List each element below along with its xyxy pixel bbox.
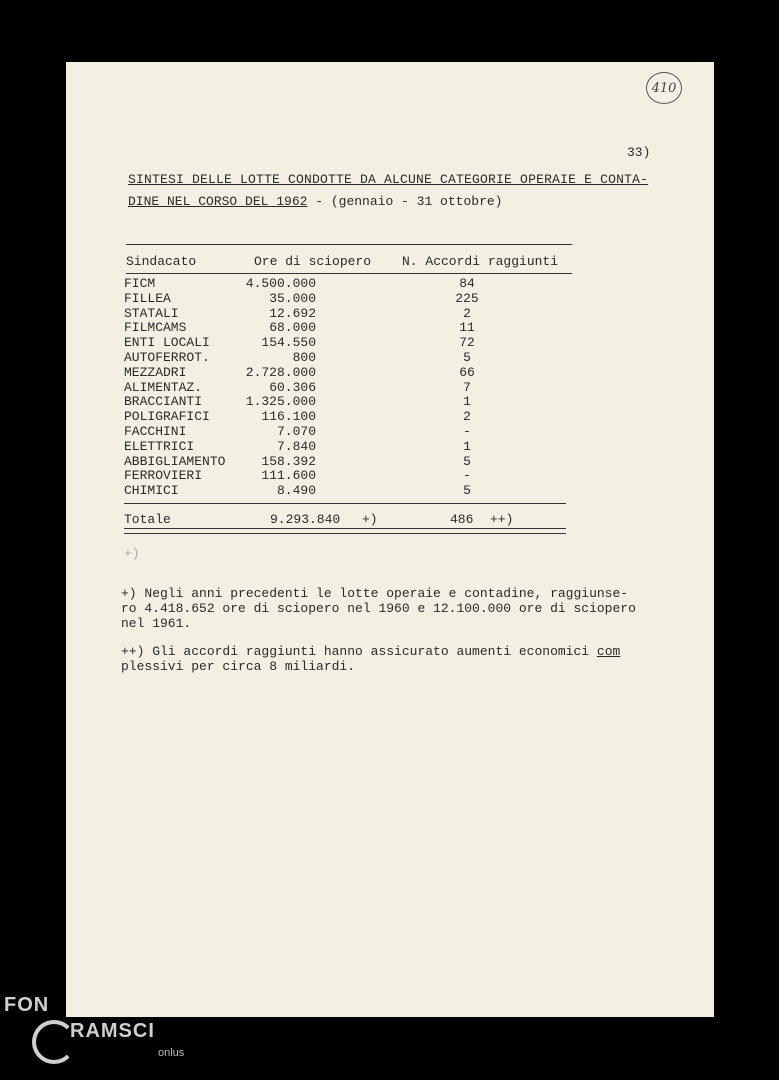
table-row bbox=[124, 483, 584, 498]
footnote-2-line1: ++) Gli accordi raggiunti hanno assicurato aumenti economici bbox=[121, 644, 597, 659]
cell-accordi: 2 bbox=[463, 409, 471, 425]
cell-ore: 8.490 bbox=[276, 483, 316, 499]
table-row bbox=[124, 350, 584, 365]
table-header-rule bbox=[126, 273, 572, 274]
cell-ore: 116.100 bbox=[261, 409, 316, 425]
title-line-2 bbox=[128, 194, 502, 209]
cell-ore: 154.550 bbox=[261, 335, 316, 351]
title-line-1: SINTESI DELLE LOTTE CONDOTTE DA ALCUNE CATEGORIE OPERAIE E CONTA- bbox=[128, 172, 649, 187]
header-ore: Ore di sciopero bbox=[254, 254, 372, 269]
table-row bbox=[124, 320, 584, 335]
header-sindacato: Sindacato bbox=[126, 254, 197, 269]
cell-ore: 68.000 bbox=[269, 320, 316, 336]
cell-accordi: 225 bbox=[455, 290, 479, 306]
cell-ore: 2.728.000 bbox=[245, 364, 316, 380]
cell-sindacato: CHIMICI bbox=[124, 483, 179, 499]
table-row bbox=[124, 335, 584, 350]
document-page bbox=[66, 62, 714, 1017]
table-row bbox=[124, 439, 584, 454]
cell-accordi: 5 bbox=[463, 483, 471, 499]
archive-stamp: 410 bbox=[646, 72, 682, 104]
footnote-2-underlined: com bbox=[596, 644, 621, 659]
cell-accordi: 66 bbox=[459, 364, 475, 380]
table-row bbox=[124, 468, 584, 483]
cell-accordi: 1 bbox=[463, 438, 471, 454]
table-row bbox=[124, 424, 584, 439]
total-accordi-mark: ++) bbox=[490, 512, 514, 527]
watermark-gramsci: RAMSCI bbox=[70, 1020, 155, 1042]
cell-ore: 7.840 bbox=[276, 438, 316, 454]
total-accordi: 486 bbox=[450, 512, 474, 527]
cell-sindacato: STATALI bbox=[124, 305, 179, 321]
cell-accordi: 1 bbox=[463, 394, 471, 410]
table-row bbox=[124, 276, 584, 291]
cell-sindacato: ENTI LOCALI bbox=[124, 335, 210, 351]
cell-accordi: 5 bbox=[463, 350, 471, 365]
table-row bbox=[124, 454, 584, 469]
table-top-rule bbox=[126, 244, 572, 245]
cell-sindacato: ALIMENTAZ. bbox=[124, 379, 203, 395]
fondazione-gramsci-watermark bbox=[0, 992, 200, 1076]
cell-ore: 4.500.000 bbox=[245, 276, 316, 291]
total-label: Totale bbox=[124, 512, 171, 527]
cell-accordi: 5 bbox=[463, 453, 471, 469]
cell-ore: 12.692 bbox=[269, 305, 316, 321]
title-underlined: DINE NEL CORSO DEL 1962 bbox=[128, 194, 308, 209]
total-double-rule bbox=[124, 528, 566, 534]
cell-ore: 158.392 bbox=[261, 453, 316, 469]
cell-sindacato: FILMCAMS bbox=[124, 320, 187, 336]
cell-accordi: - bbox=[463, 468, 471, 484]
cell-sindacato: AUTOFERROT. bbox=[124, 350, 210, 365]
cell-sindacato: BRACCIANTI bbox=[124, 394, 203, 410]
watermark-onlus: onlus bbox=[158, 1047, 185, 1059]
table-row bbox=[124, 409, 584, 424]
cell-sindacato: FERROVIERI bbox=[124, 468, 203, 484]
table-row bbox=[124, 394, 584, 409]
page-number: 33) bbox=[627, 145, 651, 160]
cell-accordi: 72 bbox=[459, 335, 475, 351]
cell-sindacato: FILLEA bbox=[124, 290, 171, 306]
footnote-2 bbox=[121, 644, 691, 674]
cell-accordi: 11 bbox=[459, 320, 475, 336]
cell-accordi: 7 bbox=[463, 379, 471, 395]
cell-sindacato: MEZZADRI bbox=[124, 364, 187, 380]
cell-ore: 1.325.000 bbox=[245, 394, 316, 410]
title-date-range: - (gennaio - 31 ottobre) bbox=[307, 194, 503, 209]
total-ore-mark: +) bbox=[362, 512, 378, 527]
footnote-1: +) Negli anni precedenti le lotte operaie e contadine, raggiunse- ro 4.418.652 ore di sciopero nel 1960 e 12.100.000 ore di sciopero nel 1961. bbox=[121, 586, 636, 631]
cell-ore: 35.000 bbox=[269, 290, 316, 306]
total-ore: 9.293.840 bbox=[270, 512, 341, 527]
cell-sindacato: ABBIGLIAMENTO bbox=[124, 453, 226, 469]
cell-accordi: 84 bbox=[459, 276, 475, 291]
cell-sindacato: ELETTRICI bbox=[124, 438, 195, 454]
table-row bbox=[124, 365, 584, 380]
table-row bbox=[124, 306, 584, 321]
table-row bbox=[124, 380, 584, 395]
watermark-fon: FON bbox=[4, 994, 50, 1016]
cell-sindacato: FICM bbox=[124, 276, 156, 291]
cell-accordi: - bbox=[463, 424, 471, 439]
cell-accordi: 2 bbox=[463, 305, 471, 321]
header-accordi: N. Accordi raggiunti bbox=[402, 254, 559, 269]
cell-ore: 7.070 bbox=[276, 424, 316, 439]
cell-ore: 800 bbox=[292, 350, 316, 365]
cell-sindacato: POLIGRAFICI bbox=[124, 409, 210, 425]
table-row bbox=[124, 291, 584, 306]
cell-ore: 111.600 bbox=[261, 468, 316, 484]
cell-sindacato: FACCHINI bbox=[124, 424, 187, 439]
table-bottom-rule bbox=[124, 503, 566, 504]
cell-ore: 60.306 bbox=[269, 379, 316, 395]
footnote-2-line2: plessivi per circa 8 miliardi. bbox=[121, 659, 356, 674]
faint-mark: +) bbox=[124, 546, 140, 561]
